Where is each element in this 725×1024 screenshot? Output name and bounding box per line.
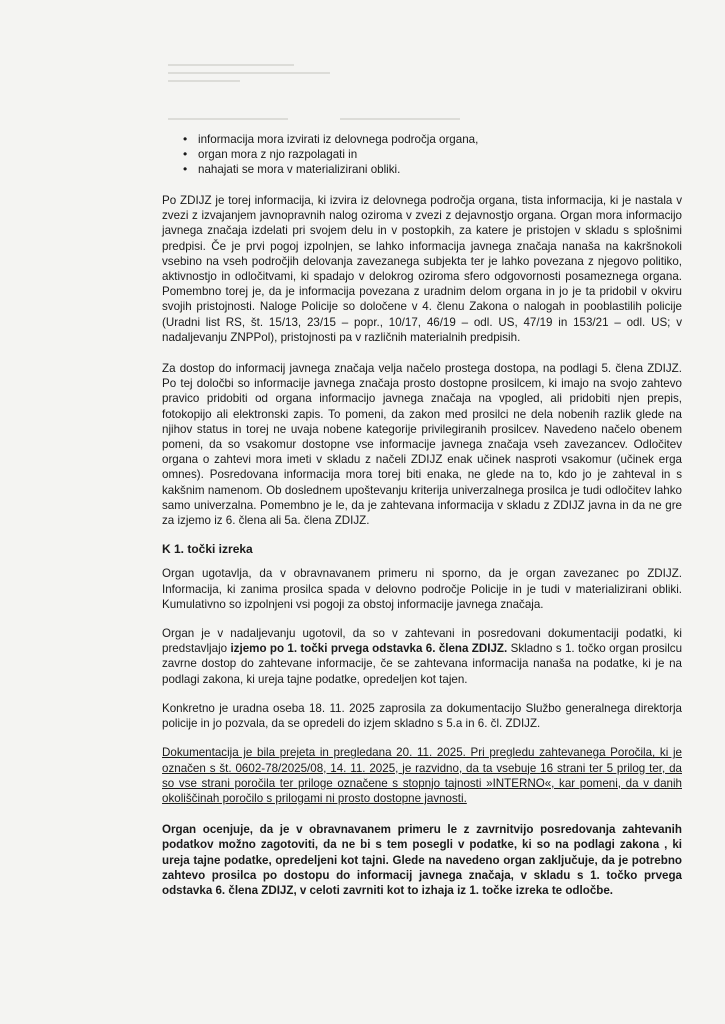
bleed-through-ref bbox=[168, 118, 288, 120]
paragraph-review: Dokumentacija je bila prejeta in pregledana 20. 11. 2025. Pri pregledu zahtevanega Poročila, ki je označen s št. 0602-78/2025/08, 14. 11. 2025, je razvidno, da ta vsebuje 16 strani ter 5 prilog ter, da so vse strani poročila ter priloge označene s stopnjo tajnosti »INTERNO«, kar pomeni, da v danih okoliščinah poročilo s prilogami ni prosto dostopne javnosti. bbox=[162, 746, 682, 805]
paragraph-free-access: Za dostop do informacij javnega značaja velja načelo prostega dostopa, na podlagi 5. člena ZDIJZ. Po tej določbi so informacije javnega značaja prosto dostopne prosilcem, ki imajo na svojo zahtevo pravico pridobiti od organa informacijo javnega značaja na vpogled, ali pridobiti njen prepis, fotokopijo ali elektronski zapis. To pomeni, da zakon med prosilci ne dela nobenih razlik glede na njihov status in torej ne uvaja nobene kategorije privilegiranih prosilcev. Navedeno načelo obenem pomeni, da so vsakomur dostopne vse informacije javnega značaja vseh zavezancev. Odločitev organa o zahtevi mora imeti v skladu z načeli ZDIJZ enak učinek nasproti vsakomur (učinek erga omnes). Posredovana informacija mora torej biti enaka, ne glede na to, kdo jo je zahteval in s kakšnim namenom. Ob doslednem upoštevanju kriterija univerzalnega prosilca je tudi odločitev lahko samo univerzalna. Pomembno je le, da je zahtevana informacija v skladu z ZDIJZ javna in da ne gre za izjemo iz 6. člena ali 5a. člena ZDIJZ. bbox=[162, 362, 682, 528]
list-item: • informacija mora izvirati iz delovnega področja organa, bbox=[162, 132, 682, 147]
paragraph-definition: Po ZDIJZ je torej informacija, ki izvira iz delovnega področja organa, tista informacija, ki je nastala v zvezi z izvajanjem javnopravnih nalog oziroma v zvezi z dejavnostjo organa. Organ mora informacijo javnega značaja izdelati pri svojem delu in v postopkih, za katere je pristojen v skladu s splošnimi predpisi. Če je prvi pogoj izpolnjen, se lahko informacija javnega značaja nanaša na kakršnokoli vsebino na vseh področjih delovanja zavezanega subjekta ter je lahko povezana z njegovo politiko, aktivnostjo in odločitvami, ki spadajo v delokrog oziroma sfero odgovornosti posameznega organa. Pomembno torej je, da je informacija povezana z uradnim delom organa in jo je ta pridobil v okviru svojih pristojnosti. Naloge Policije so določene v 4. členu Zakona o nalogah in pooblastilih policije (Uradni list RS, št. 15/13, 23/15 – popr., 10/17, 46/19 – odl. US, 47/19 in 153/21 – odl. US; v nadaljevanju ZNPPol), pristojnosti pa v različnih materialnih predpisih. bbox=[162, 194, 682, 344]
paragraph-conclusion: Organ ocenjuje, da je v obravnavanem primeru le z zavrnitvijo posredovanja zahtevanih podatkov možno zagotoviti, da ne bi s tem posegli v podatke, ki so na podlagi zakona , ki ureja tajne podatke, opredeljeni kot tajni. Glede na navedeno organ zaključuje, da je potrebno zahtevo prosilca po dostopu do informacij javnega značaja, v skladu s 1. točko prvega odstavka 6. člena ZDIJZ, v celoti zavrniti kot to izhaja iz 1. točke izreka te odločbe. bbox=[162, 823, 682, 897]
exception-text-end: Skladno s 1. točko organ prosilcu zavrne dostop do zahtevane informacije, če se zahtevana informacija nanaša na podatke, ki je na podlagi zakona, ki ureja tajne podatke, opredeljen kot tajen. bbox=[162, 642, 683, 686]
paragraph-exception bbox=[162, 626, 682, 687]
document-body bbox=[162, 132, 682, 898]
paragraph-findings: Organ ugotavlja, da v obravnavanem primeru ni sporno, da je organ zavezanec po ZDIJZ. Informacija, ki zanima prosilca spada v delovno področje Policije in je tudi v materializirani obliki. Kumulativno so izpolnjeni vsi pogoji za obstoj informacije javnega značaja. bbox=[162, 567, 682, 611]
bleed-through-header bbox=[168, 58, 348, 106]
list-item: • organ mora z njo razpolagati in bbox=[162, 147, 682, 162]
list-item: • nahajati se mora v materializirani obliki. bbox=[162, 162, 682, 177]
conditions-list bbox=[162, 132, 682, 177]
bleed-through-right bbox=[340, 118, 460, 120]
exception-bold: izjemo po 1. točki prvega odstavka 6. člena ZDIJZ. bbox=[230, 642, 508, 656]
paragraph-request: Konkretno je uradna oseba 18. 11. 2025 zaprosila za dokumentacijo Službo generalnega direktorja policije in jo pozvala, da se opredeli do izjem skladno s 5.a in 6. čl. ZDIJZ. bbox=[162, 701, 682, 731]
exception-text-start: Organ je v nadaljevanju ugotovil, da so v zahtevani in posredovani dokumentaciji podatki, ki predstavljajo bbox=[162, 627, 682, 656]
section-heading: K 1. točki izreka bbox=[162, 542, 253, 557]
